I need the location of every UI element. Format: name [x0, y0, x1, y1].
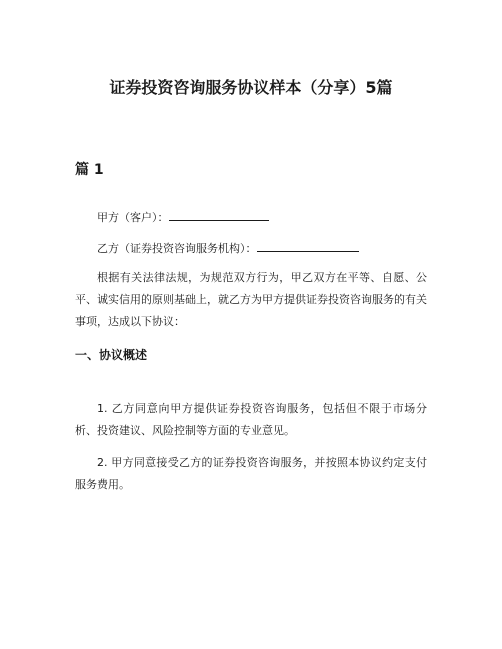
party-b-line: [97, 240, 359, 257]
party-b-blank: [257, 240, 359, 252]
intro-paragraph: 根据有关法律法规，为规范双方行为，甲乙双方在平等、自愿、公平、诚实信用的原则基础上，就乙方为甲方提供证券投资咨询服务的有关事项，达成以下协议：: [75, 271, 427, 328]
party-a-blank: [169, 209, 269, 221]
heading-agreement-overview: 一、协议概述: [75, 348, 148, 362]
party-b-label: 乙方（证券投资咨询服务机构）：: [97, 242, 257, 255]
section-title: 篇 1: [75, 162, 104, 178]
party-a-label: 甲方（客户）：: [97, 211, 169, 224]
party-a-line: [97, 209, 269, 226]
document-title: 证券投资咨询服务协议样本（分享）5篇: [109, 78, 393, 97]
clause-2: 2. 甲方同意接受乙方的证券投资咨询服务，并按照本协议约定支付服务费用。: [75, 456, 427, 491]
clause-1: 1. 乙方同意向甲方提供证券投资咨询服务，包括但不限于市场分析、投资建议、风险控制等方面的专业意见。: [75, 402, 427, 437]
